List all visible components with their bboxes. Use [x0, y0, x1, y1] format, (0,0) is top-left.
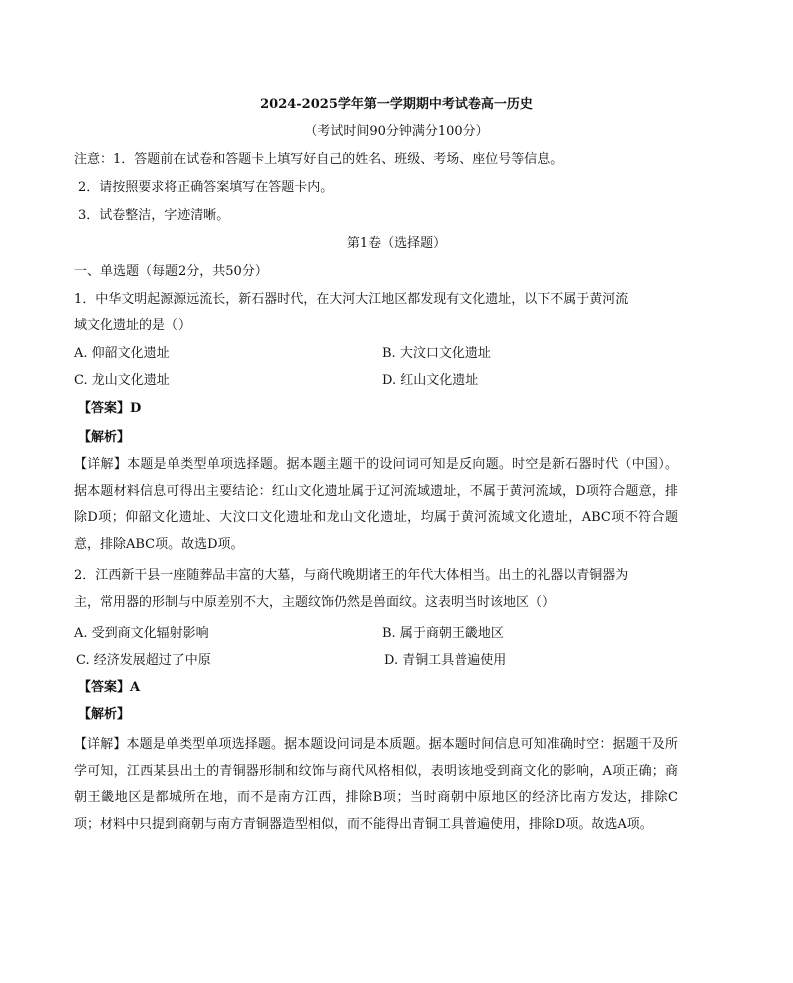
question-1-option-b: B. 大汶口文化遗址 — [382, 346, 491, 361]
question-1-stem-line-1: 1．中华文明起源源远流长，新石器时代，在大河大江地区都发现有文化遗址，以下不属于黄河流 — [74, 292, 629, 307]
question-2-detail: 【详解】本题是单类型单项选择题。据本题设问词是本质题。据本题时间信息可知准确时空：据题干及所学可知，江西某县出土的青铜器形制和纹饰与商代风格相似，表明该地受到商文化的影响，A项正确；商朝王畿地区是都城所在地，而不是南方江西，排除B项；当时商朝中原地区的经济比南方发达，排除C项；材料中只提到商朝与南方青铜器造型相似，而不能得出青铜工具普遍使用，排除D项。故选A项。 — [74, 737, 678, 832]
section-heading: 一、单选题（每题2分，共50分） — [74, 264, 268, 279]
question-2-stem-line-2: 主，常用器的形制与中原差别不大，主题纹饰仍然是兽面纹。这表明当时该地区（） — [74, 595, 556, 610]
question-1-option-d: D. 红山文化遗址 — [382, 373, 479, 388]
exam-subtitle: （考试时间90分钟满分100分） — [304, 124, 489, 139]
question-1-option-a: A. 仰韶文化遗址 — [74, 346, 170, 361]
question-1-detail: 【详解】本题是单类型单项选择题。据本题主题干的设问词可知是反向题。时空是新石器时代（中国）。据本题材料信息可得出主要结论：红山文化遗址属于辽河流域遗址，不属于黄河流域，D项符合题意，排除D项；仰韶文化遗址、大汶口文化遗址和龙山文化遗址，均属于黄河流域文化遗址，ABC项不符合题意，排除ABC项。故选D项。 — [74, 457, 678, 552]
question-1-answer: 【答案】D — [78, 401, 142, 416]
question-2-option-d: D. 青铜工具普遍使用 — [384, 653, 507, 668]
question-2-answer: 【答案】A — [78, 680, 141, 695]
exam-title: 2024-2025学年第一学期期中考试卷高一历史 — [260, 97, 533, 112]
notice-line-2: 2．请按照要求将正确答案填写在答题卡内。 — [78, 180, 334, 195]
volume-heading: 第1卷（选择题） — [346, 236, 447, 251]
question-2-option-b: B. 属于商朝王畿地区 — [382, 626, 504, 641]
notice-line-1: 注意：1．答题前在试卷和答题卡上填写好自己的姓名、班级、考场、座位号等信息。 — [74, 152, 564, 167]
question-1-analysis-label: 【解析】 — [78, 430, 131, 445]
question-2-option-a: A. 受到商文化辐射影响 — [74, 626, 209, 641]
question-1-stem-line-2: 域文化遗址的是（） — [74, 318, 192, 333]
question-2-stem-line-1: 2．江西新干县一座随葬品丰富的大墓，与商代晚期诸王的年代大体相当。出土的礼器以青铜器为 — [74, 568, 629, 583]
notice-line-3: 3．试卷整洁，字迹清晰。 — [78, 208, 230, 223]
question-2-option-c: C. 经济发展超过了中原 — [76, 653, 211, 668]
question-1-option-c: C. 龙山文化遗址 — [74, 373, 170, 388]
question-2-analysis-label: 【解析】 — [78, 707, 131, 722]
